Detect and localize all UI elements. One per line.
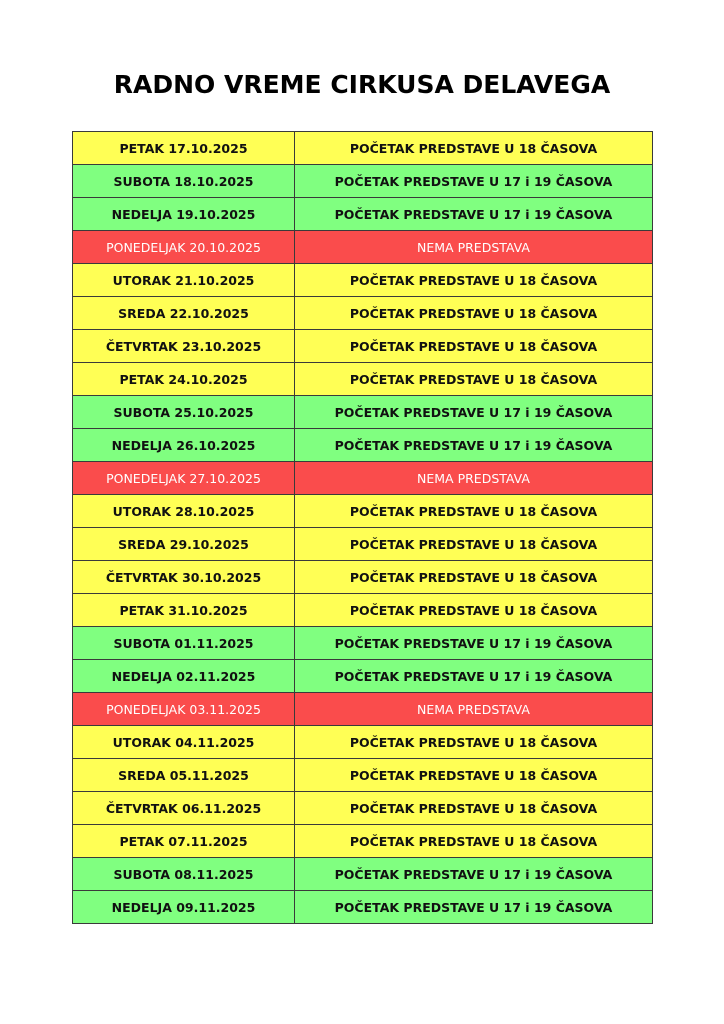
schedule-row bbox=[73, 396, 653, 429]
show-info-cell: POČETAK PREDSTAVE U 18 ČASOVA bbox=[295, 297, 653, 330]
schedule-row bbox=[73, 759, 653, 792]
show-info-cell: POČETAK PREDSTAVE U 18 ČASOVA bbox=[295, 726, 653, 759]
schedule-row bbox=[73, 495, 653, 528]
show-info-cell: NEMA PREDSTAVA bbox=[295, 693, 653, 726]
show-info-cell: POČETAK PREDSTAVE U 17 i 19 ČASOVA bbox=[295, 858, 653, 891]
day-cell: SREDA 05.11.2025 bbox=[73, 759, 295, 792]
schedule-row bbox=[73, 858, 653, 891]
page-title: RADNO VREME CIRKUSA DELAVEGA bbox=[113, 70, 611, 99]
schedule-row bbox=[73, 594, 653, 627]
schedule-row bbox=[73, 297, 653, 330]
schedule-row bbox=[73, 660, 653, 693]
show-info-cell: POČETAK PREDSTAVE U 17 i 19 ČASOVA bbox=[295, 891, 653, 924]
day-cell: UTORAK 21.10.2025 bbox=[73, 264, 295, 297]
schedule-row bbox=[73, 429, 653, 462]
schedule-row bbox=[73, 561, 653, 594]
show-info-cell: POČETAK PREDSTAVE U 18 ČASOVA bbox=[295, 330, 653, 363]
show-info-cell: POČETAK PREDSTAVE U 18 ČASOVA bbox=[295, 561, 653, 594]
schedule-row bbox=[73, 792, 653, 825]
schedule-row bbox=[73, 264, 653, 297]
day-cell: ČETVRTAK 23.10.2025 bbox=[73, 330, 295, 363]
schedule-row bbox=[73, 891, 653, 924]
schedule-row bbox=[73, 231, 653, 264]
day-cell: SUBOTA 25.10.2025 bbox=[73, 396, 295, 429]
schedule-row bbox=[73, 165, 653, 198]
schedule-row bbox=[73, 462, 653, 495]
day-cell: NEDELJA 09.11.2025 bbox=[73, 891, 295, 924]
day-cell: PETAK 07.11.2025 bbox=[73, 825, 295, 858]
show-info-cell: POČETAK PREDSTAVE U 18 ČASOVA bbox=[295, 363, 653, 396]
show-info-cell: POČETAK PREDSTAVE U 17 i 19 ČASOVA bbox=[295, 165, 653, 198]
show-info-cell: POČETAK PREDSTAVE U 17 i 19 ČASOVA bbox=[295, 198, 653, 231]
show-info-cell: POČETAK PREDSTAVE U 17 i 19 ČASOVA bbox=[295, 660, 653, 693]
day-cell: SUBOTA 08.11.2025 bbox=[73, 858, 295, 891]
schedule-row bbox=[73, 693, 653, 726]
schedule-row bbox=[73, 132, 653, 165]
day-cell: PETAK 17.10.2025 bbox=[73, 132, 295, 165]
show-info-cell: NEMA PREDSTAVA bbox=[295, 462, 653, 495]
day-cell: ČETVRTAK 30.10.2025 bbox=[73, 561, 295, 594]
day-cell: PETAK 24.10.2025 bbox=[73, 363, 295, 396]
day-cell: SUBOTA 18.10.2025 bbox=[73, 165, 295, 198]
schedule-table bbox=[72, 131, 653, 924]
show-info-cell: POČETAK PREDSTAVE U 18 ČASOVA bbox=[295, 495, 653, 528]
schedule-row bbox=[73, 198, 653, 231]
day-cell: NEDELJA 02.11.2025 bbox=[73, 660, 295, 693]
schedule-row bbox=[73, 825, 653, 858]
day-cell: SUBOTA 01.11.2025 bbox=[73, 627, 295, 660]
show-info-cell: POČETAK PREDSTAVE U 18 ČASOVA bbox=[295, 759, 653, 792]
day-cell: PONEDELJAK 20.10.2025 bbox=[73, 231, 295, 264]
schedule-row bbox=[73, 627, 653, 660]
show-info-cell: NEMA PREDSTAVA bbox=[295, 231, 653, 264]
day-cell: NEDELJA 19.10.2025 bbox=[73, 198, 295, 231]
show-info-cell: POČETAK PREDSTAVE U 18 ČASOVA bbox=[295, 825, 653, 858]
day-cell: PETAK 31.10.2025 bbox=[73, 594, 295, 627]
show-info-cell: POČETAK PREDSTAVE U 17 i 19 ČASOVA bbox=[295, 627, 653, 660]
day-cell: UTORAK 28.10.2025 bbox=[73, 495, 295, 528]
show-info-cell: POČETAK PREDSTAVE U 18 ČASOVA bbox=[295, 264, 653, 297]
schedule-row bbox=[73, 528, 653, 561]
show-info-cell: POČETAK PREDSTAVE U 18 ČASOVA bbox=[295, 594, 653, 627]
schedule-row bbox=[73, 363, 653, 396]
show-info-cell: POČETAK PREDSTAVE U 18 ČASOVA bbox=[295, 792, 653, 825]
day-cell: PONEDELJAK 03.11.2025 bbox=[73, 693, 295, 726]
day-cell: SREDA 22.10.2025 bbox=[73, 297, 295, 330]
show-info-cell: POČETAK PREDSTAVE U 18 ČASOVA bbox=[295, 132, 653, 165]
day-cell: ČETVRTAK 06.11.2025 bbox=[73, 792, 295, 825]
day-cell: NEDELJA 26.10.2025 bbox=[73, 429, 295, 462]
show-info-cell: POČETAK PREDSTAVE U 17 i 19 ČASOVA bbox=[295, 429, 653, 462]
show-info-cell: POČETAK PREDSTAVE U 18 ČASOVA bbox=[295, 528, 653, 561]
day-cell: UTORAK 04.11.2025 bbox=[73, 726, 295, 759]
schedule-row bbox=[73, 726, 653, 759]
day-cell: PONEDELJAK 27.10.2025 bbox=[73, 462, 295, 495]
schedule-row bbox=[73, 330, 653, 363]
schedule-body bbox=[73, 132, 653, 924]
show-info-cell: POČETAK PREDSTAVE U 17 i 19 ČASOVA bbox=[295, 396, 653, 429]
day-cell: SREDA 29.10.2025 bbox=[73, 528, 295, 561]
